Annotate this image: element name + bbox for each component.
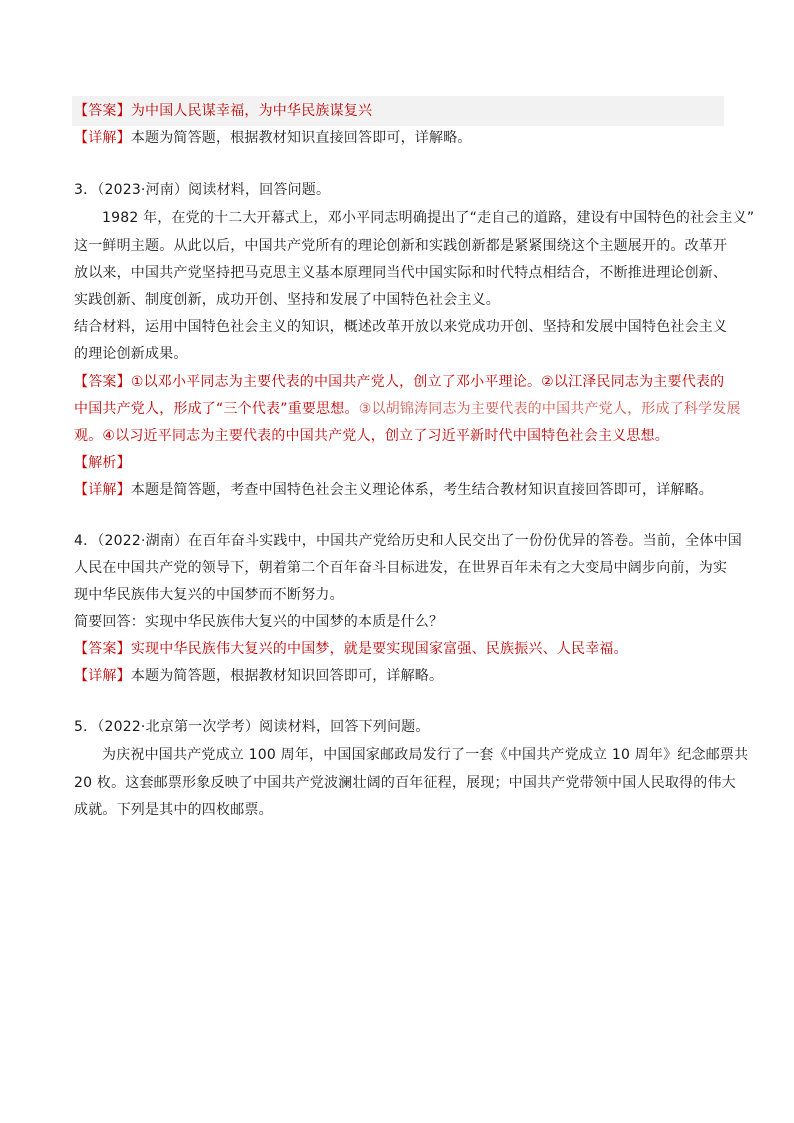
q5-header: 5．（2022·北京第一次学考）阅读材料，回答下列问题。: [74, 719, 430, 735]
q4-stem-line: 4．（2022·湖南）在百年奋斗实践中，中国共产党给历史和人民交出了一份份优异的答卷。当前，全体中国: [74, 533, 742, 549]
detail-text: 本题是简答题，考查中国特色社会主义理论体系，考生结合教材知识直接回答即可，详解略。: [130, 482, 714, 498]
answer-text: 为中国人民谋幸福，为中华民族谋复兴: [130, 103, 373, 119]
q3-prompt-line: 的理论创新成果。: [74, 346, 188, 362]
block1-detail: [74, 128, 472, 148]
q4-detail: [74, 666, 443, 686]
block1-answer: [74, 101, 372, 121]
q5-para-line: 20 枚。这套邮票形象反映了中国共产党波澜壮阔的百年征程，展现；中国共产党带领中国人民取得的伟大: [74, 775, 736, 791]
q3-prompt-line: 结合材料，运用中国特色社会主义的知识，概述改革开放以来党成功开创、坚持和发展中国特色社会主义: [74, 319, 728, 335]
detail-text: 本题为简答题，根据教材知识回答即可，详解略。: [130, 668, 444, 684]
q5-para-line: 为庆祝中国共产党成立 100 周年，中国国家邮政局发行了一套《中国共产党成立 10 周年》纪念邮票共: [102, 747, 749, 763]
q4-stem-line: 人民在中国共产党的领导下，朝着第二个百年奋斗目标进发，在世界百年未有之大变局中阔步向前，为实: [74, 560, 728, 576]
detail-text: 本题为简答题，根据教材知识直接回答即可，详解略。: [130, 130, 472, 146]
q3-answer-line: [74, 372, 724, 392]
q4-answer: [74, 639, 628, 659]
q3-para-line: 1982 年，在党的十二大开幕式上，邓小平同志明确提出了“走自己的道路，建设有中国特色的社会主义”: [102, 210, 755, 226]
answer-text-highlight: ③以胡锦涛同志为主要代表的中国共产党人，形成了科学发展: [358, 401, 741, 417]
q3-para-line: 放以来，中国共产党坚持把马克思主义基本原理同当代中国实际和时代特点相结合，不断推进理论创新、: [74, 265, 728, 281]
q3-detail: [74, 480, 713, 500]
q3-header: 3．（2023·河南）阅读材料，回答问题。: [74, 182, 331, 198]
detail-tag: 【详解】: [74, 130, 131, 146]
q3-para-line: 实践创新、制度创新，成功开创、坚持和发展了中国特色社会主义。: [74, 292, 500, 308]
q3-answer-line: 观。④以习近平同志为主要代表的中国共产党人，创立了习近平新时代中国特色社会主义思想。: [74, 428, 669, 444]
q3-para-line: 这一鲜明主题。从此以后，中国共产党所有的理论创新和实践创新都是紧紧围绕这个主题展开的。改革开: [74, 238, 728, 254]
q3-analysis-tag: 【解析】: [74, 455, 131, 471]
answer-tag: 【答案】: [74, 374, 131, 390]
answer-text: 中国共产党人，形成了“三个代表”重要思想。: [74, 401, 359, 417]
answer-text: 实现中华民族伟大复兴的中国梦，就是要实现国家富强、民族振兴、人民幸福。: [130, 641, 628, 657]
detail-tag: 【详解】: [74, 482, 131, 498]
answer-tag: 【答案】: [74, 641, 131, 657]
detail-tag: 【详解】: [74, 668, 131, 684]
answer-text: ①以邓小平同志为主要代表的中国共产党人，创立了邓小平理论。②以江泽民同志为主要代表的: [130, 374, 725, 390]
q5-para-line: 成就。下列是其中的四枚邮票。: [74, 802, 273, 818]
q4-question: 简要回答：实现中华民族伟大复兴的中国梦的本质是什么？: [74, 614, 444, 630]
q3-answer-line: [74, 399, 741, 419]
q4-stem-line: 现中华民族伟大复兴的中国梦而不断努力。: [74, 587, 344, 603]
answer-tag: 【答案】: [74, 103, 131, 119]
